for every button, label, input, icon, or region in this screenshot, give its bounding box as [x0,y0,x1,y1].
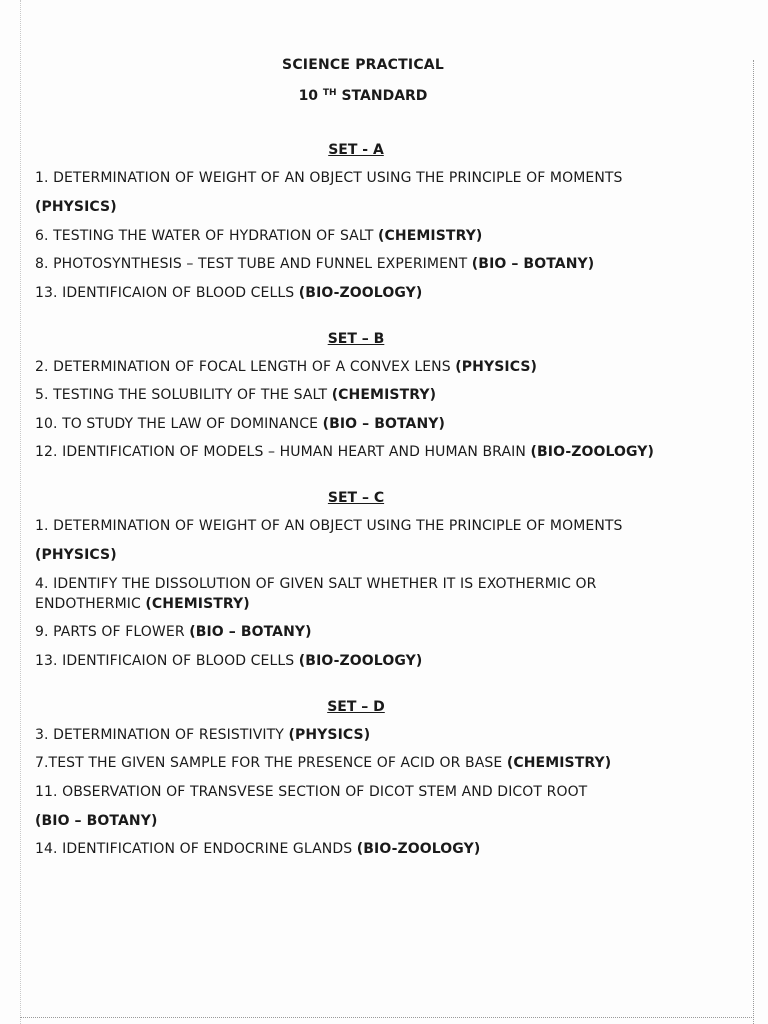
scan-edge-right [753,60,754,1024]
experiment-item [35,725,735,745]
experiment-text: 1. DETERMINATION OF WEIGHT OF AN OBJECT USING THE PRINCIPLE OF MOMENTS [35,518,623,534]
experiment-item [35,385,735,405]
subject-label: (PHYSICS) [35,199,117,215]
subject-label: (PHYSICS) [455,358,538,375]
set-heading: SET - A [328,142,384,158]
experiment-item [35,168,735,217]
experiment-text: 5. TESTING THE SOLUBILITY OF THE SALT [35,387,332,403]
experiment-item [35,782,735,831]
experiment-item [35,414,735,434]
experiment-text: 8. PHOTOSYNTHESIS – TEST TUBE AND FUNNEL EXPERIMENT [35,256,472,272]
set-section [35,488,735,671]
experiment-text-continued: ENDOTHERMIC [35,595,146,612]
experiment-item [35,283,735,303]
experiment-item [35,357,735,377]
experiment-item [35,753,735,773]
standard-line [0,84,726,105]
subject-label: (BIO-ZOOLOGY) [356,841,481,857]
experiment-text: 14. IDENTIFICATION OF ENDOCRINE GLANDS [35,841,357,857]
experiment-text: 6. TESTING THE WATER OF HYDRATION OF SALT [35,227,379,244]
subject-label: (BIO-ZOOLOGY) [298,652,423,669]
subject-label: (BIO-ZOOLOGY) [298,284,423,301]
subject-label: (CHEMISTRY) [506,755,612,771]
subject-label: (BIO-ZOOLOGY) [530,444,655,460]
document-header [0,56,726,105]
experiment-item [35,574,735,614]
experiment-text: 4. IDENTIFY THE DISSOLUTION OF GIVEN SALT WHETHER IT IS EXOTHERMIC OR [35,575,597,592]
experiment-item [35,622,735,642]
subject-label: (CHEMISTRY) [331,387,437,403]
experiment-text: 1. DETERMINATION OF WEIGHT OF AN OBJECT USING THE PRINCIPLE OF MOMENTS [35,170,623,186]
scan-edge-bottom [20,1017,754,1018]
set-section [35,329,735,463]
subject-label: (CHEMISTRY) [145,595,250,612]
document-title: SCIENCE PRACTICAL [282,57,444,73]
standard-number: 10 [298,88,319,104]
experiment-text: 2. DETERMINATION OF FOCAL LENGTH OF A CONVEX LENS [35,358,456,375]
subject-label: (PHYSICS) [288,726,371,743]
set-section [35,140,735,303]
set-heading: SET – B [327,330,385,347]
experiment-text: 3. DETERMINATION OF RESISTIVITY [35,726,289,743]
practical-sets [35,140,735,885]
experiment-text: 13. IDENTIFICAION OF BLOOD CELLS [35,284,299,301]
experiment-item [35,442,735,462]
subject-label: (PHYSICS) [35,547,117,563]
experiment-text: 9. PARTS OF FLOWER [35,624,190,640]
experiment-text: 11. OBSERVATION OF TRANSVESE SECTION OF DICOT STEM AND DICOT ROOT [35,783,588,800]
scan-edge-left [20,0,21,1024]
set-heading: SET – C [327,490,385,506]
standard-word: STANDARD [341,88,428,104]
standard-superscript: TH [322,88,337,98]
set-heading: SET – D [327,698,385,715]
subject-label: (CHEMISTRY) [378,227,483,244]
experiment-item [35,254,735,274]
experiment-text: 10. TO STUDY THE LAW OF DOMINANCE [35,415,323,432]
subject-label: (BIO – BOTANY) [35,812,158,829]
experiment-text: 13. IDENTIFICAION OF BLOOD CELLS [35,652,299,669]
experiment-item [35,651,735,671]
subject-label: (BIO – BOTANY) [471,256,595,272]
experiment-text: 12. IDENTIFICATION OF MODELS – HUMAN HEART AND HUMAN BRAIN [35,444,531,460]
experiment-item [35,516,735,565]
experiment-text: 7.TEST THE GIVEN SAMPLE FOR THE PRESENCE OF ACID OR BASE [35,755,507,771]
experiment-item [35,839,735,859]
set-section [35,697,735,860]
subject-label: (BIO – BOTANY) [322,415,446,432]
subject-label: (BIO – BOTANY) [189,624,312,640]
experiment-item [35,226,735,246]
